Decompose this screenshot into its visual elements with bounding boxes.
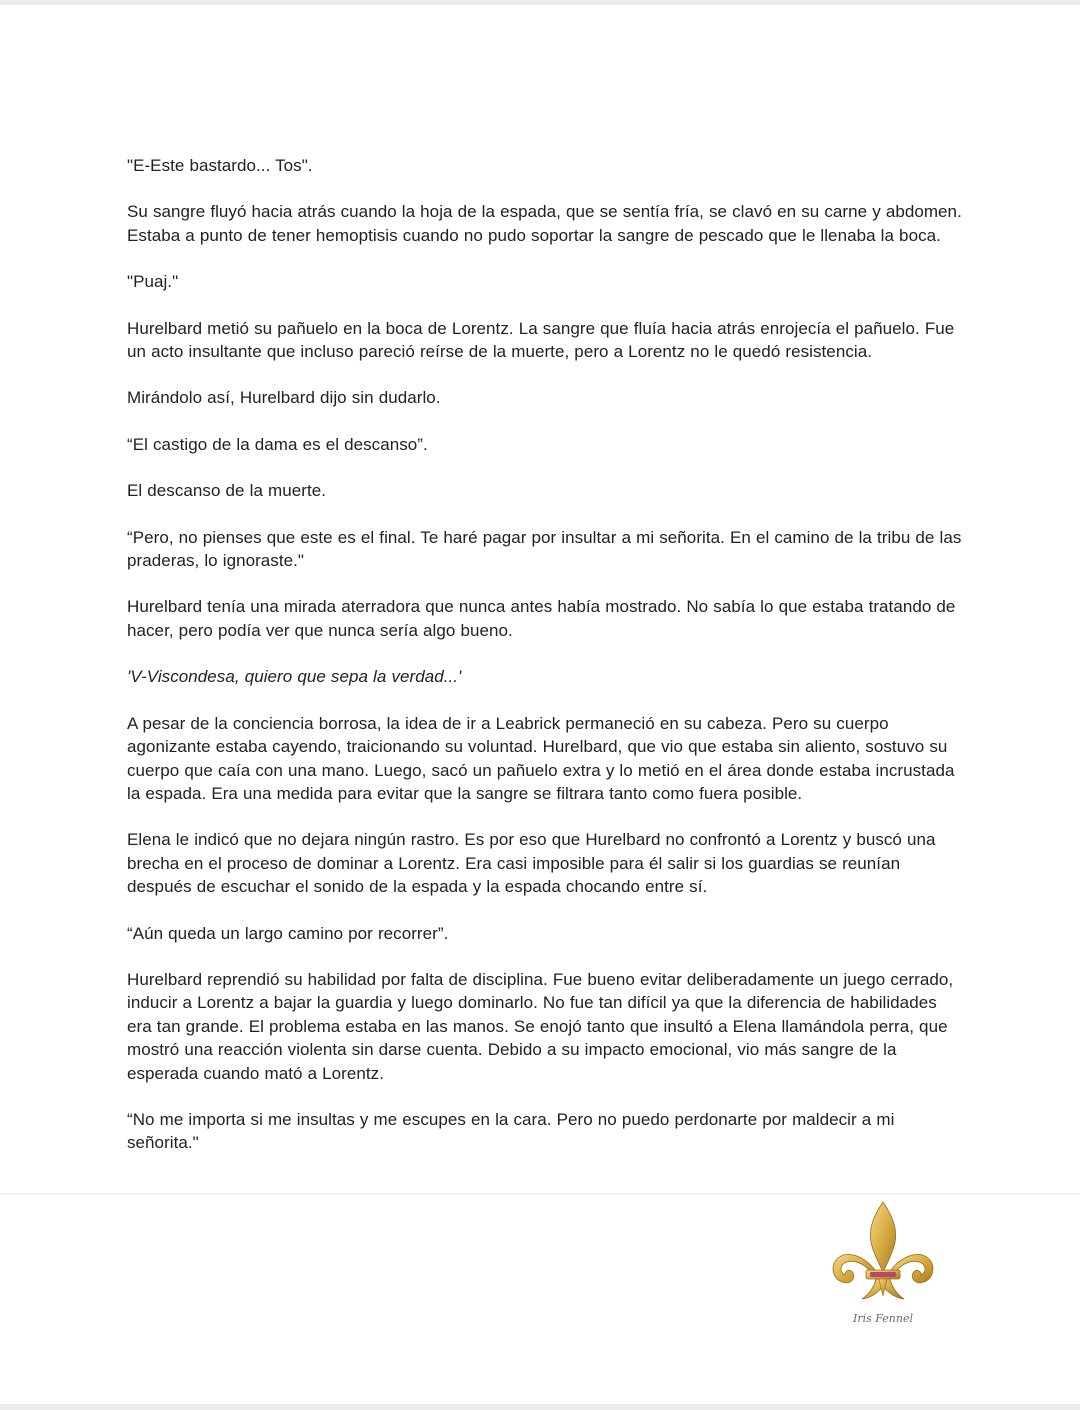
paragraph: “El castigo de la dama es el descanso”.	[127, 434, 428, 454]
fleur-de-lis-icon	[833, 1202, 933, 1299]
paragraph: Hurelbard metió su pañuelo en la boca de Lorentz. La sangre que fluía hacia atrás enrojecía el pañuelo. Fue un acto insultante que incluso pareció reírse de la muerte, pero a Lorentz no le quedó resistencia.	[127, 318, 955, 362]
paragraph: Hurelbard reprendió su habilidad por falta de disciplina. Fue bueno evitar deliberadamente un juego cerrado, inducir a Lorentz a bajar la guardia y luego dominarlo. No fue tan difícil ya que la diferencia de habilidades era tan grande. El problema estaba en las manos. Se enojó tanto que insultó a Elena llamándola perra, que mostró una reacción violenta sin darse cuenta. Debido a su impacto emocional, vio más sangre de la esperada cuando mató a Lorentz.	[127, 969, 954, 1083]
paragraph: Elena le indicó que no dejara ningún rastro. Es por eso que Hurelbard no confrontó a Lorentz y buscó una brecha en el proceso de dominar a Lorentz. Era casi imposible para él salir si los guardias se reunían después de escuchar el sonido de la espada y la espada chocando entre sí.	[127, 830, 936, 897]
paragraph: “Pero, no pienses que este es el final. Te haré pagar por insultar a mi señorita. En el camino de la tribu de las praderas, lo ignoraste."	[127, 527, 962, 571]
paragraph: "Puaj."	[127, 272, 179, 292]
paragraph: A pesar de la conciencia borrosa, la idea de ir a Leabrick permaneció en su cabeza. Pero su cuerpo agonizante estaba cayendo, traicionando su voluntad. Hurelbard, que vio que estaba sin aliento, sostuvo su cuerpo que caía con una mano. Luego, sacó un pañuelo extra y lo metió en el área donde estaba incrustada la espada. Era una medida para evitar que la sangre se filtrara tanto como fuera posible.	[127, 713, 955, 803]
paragraph: “Aún queda un largo camino por recorrer”.	[127, 923, 449, 943]
document-body	[127, 154, 962, 1178]
paragraph: 'V-Viscondesa, quiero que sepa la verdad...'	[127, 667, 462, 687]
paragraph: Mirándolo así, Hurelbard dijo sin dudarlo.	[127, 388, 441, 408]
paragraph: “No me importa si me insultas y me escupes en la cara. Pero no puedo perdonarte por maldecir a mi señorita."	[127, 1109, 895, 1153]
paragraph: Su sangre fluyó hacia atrás cuando la hoja de la espada, que se sentía fría, se clavó en su carne y abdomen. Estaba a punto de tener hemoptisis cuando no pudo soportar la sangre de pescado que le llenaba la boca.	[127, 202, 962, 245]
fleur-de-lis-logo	[828, 1200, 938, 1330]
paragraph: El descanso de la muerte.	[127, 481, 327, 501]
paragraph: Hurelbard tenía una mirada aterradora que nunca antes había mostrado. No sabía lo que estaba tratando de hacer, pero podía ver que nunca sería algo bueno.	[127, 597, 956, 640]
bottom-border-strip	[0, 1404, 1080, 1410]
signature-text: Iris Fennel	[852, 1312, 914, 1325]
document-page	[0, 5, 1080, 1195]
paragraph: "E-Este bastardo... Tos".	[127, 156, 313, 175]
